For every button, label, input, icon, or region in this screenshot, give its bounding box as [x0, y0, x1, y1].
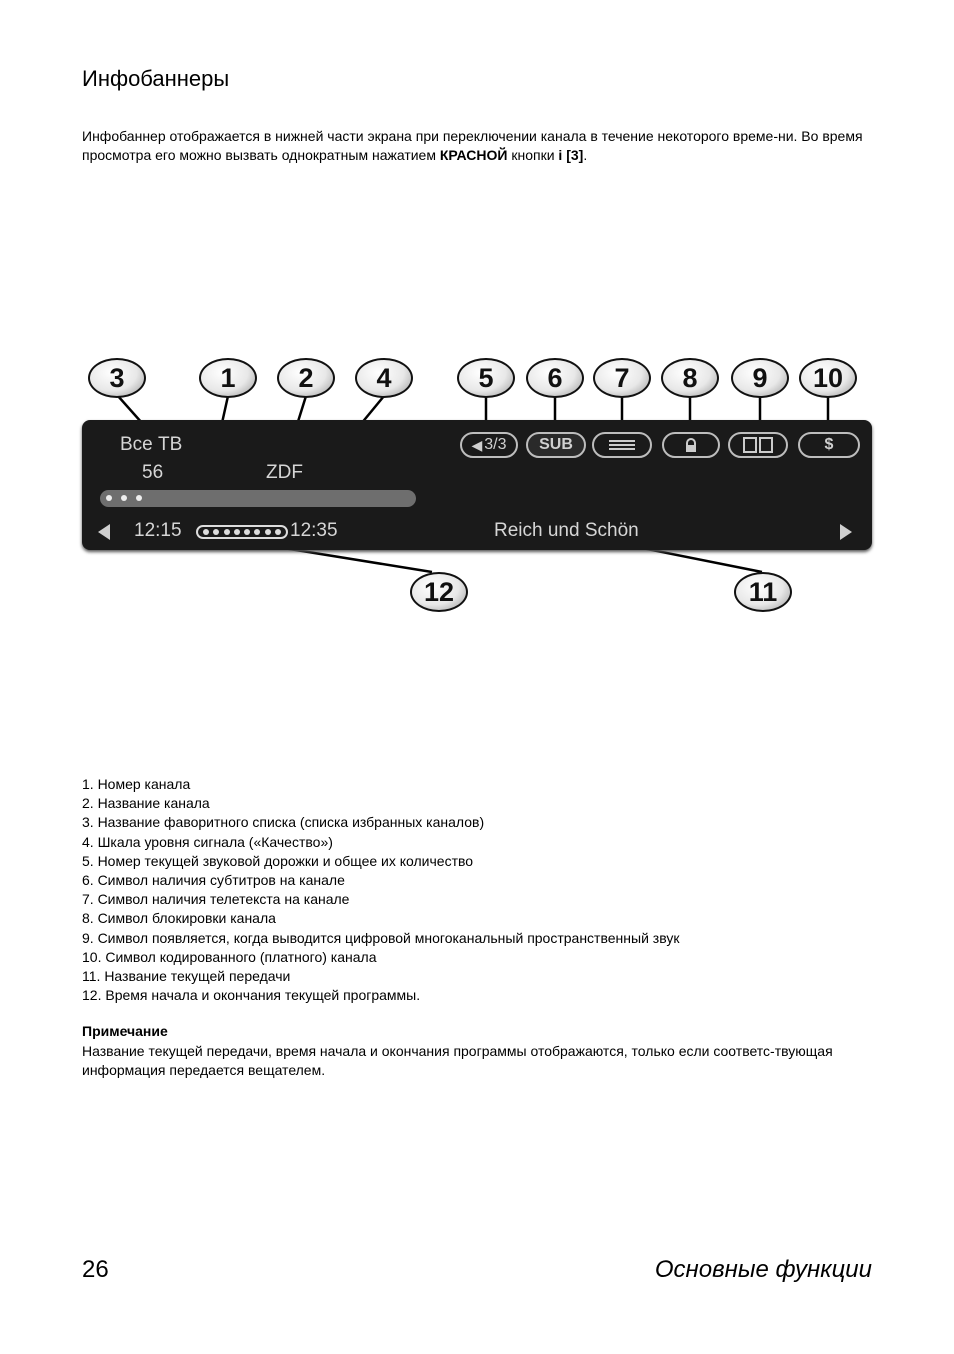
intro-bold-red: КРАСНОЙ [439, 147, 508, 163]
list-item: 8. Символ блокировки канала [82, 910, 276, 927]
arrow-right-icon [840, 524, 852, 540]
intro-paragraph [82, 127, 882, 165]
channel-number: 56 [142, 462, 164, 483]
audio-track-count: 3/3 [484, 436, 507, 453]
arrow-left-icon [98, 524, 110, 540]
list-item: 12. Время начала и окончания текущей программы. [82, 987, 421, 1004]
audio-track-indicator [460, 432, 518, 458]
callout-2: 2 [277, 358, 335, 398]
signal-level-bar [100, 490, 416, 507]
list-item: 2. Название канала [82, 795, 210, 812]
list-item: 6. Символ наличия субтитров на канале [82, 872, 345, 889]
intro-text-2: кнопки [507, 147, 559, 163]
callout-10: 10 [799, 358, 857, 398]
callout-1: 1 [199, 358, 257, 398]
list-item: 7. Символ наличия телетекста на канале [82, 891, 350, 908]
list-item: 3. Название фаворитного списка (списка избранных каналов) [82, 814, 485, 831]
program-end-time: 12:35 [290, 520, 338, 541]
channel-name: ZDF [266, 462, 303, 483]
section-title: Основные функции [654, 1256, 872, 1283]
note-text: Название текущей передачи, время начала и окончания программы отображаются, только если соответс-твующая информация передается вещателем. [82, 1043, 833, 1078]
dolby-icon [728, 432, 788, 458]
infobanner-figure [0, 340, 954, 630]
callout-5: 5 [457, 358, 515, 398]
note-heading: Примечание [82, 1023, 168, 1039]
intro-text-1: Инфобаннер отображается в нижней части экрана при переключении канала в течение некоторого време-ни. Во время просмотра его можно вызвать однократным нажатием [82, 128, 863, 163]
callout-12: 12 [410, 572, 468, 612]
favorite-list-name: Все ТВ [120, 434, 183, 455]
infobanner-osd [82, 420, 872, 550]
callout-6: 6 [526, 358, 584, 398]
callout-4: 4 [355, 358, 413, 398]
callout-7: 7 [593, 358, 651, 398]
subtitle-icon: SUB [526, 432, 586, 458]
program-progress-bar [196, 525, 288, 539]
intro-text-3: . [583, 147, 588, 163]
program-info-row [90, 520, 866, 544]
list-item: 9. Символ появляется, когда выводится цифровой многоканальный пространственный звук [82, 929, 680, 946]
callout-8: 8 [661, 358, 719, 398]
list-item: 5. Номер текущей звуковой дорожки и общее их количество [82, 852, 474, 869]
speaker-icon: ◀ [471, 436, 483, 453]
scrambled-channel-icon: $ [798, 432, 860, 458]
program-start-time: 12:15 [134, 520, 182, 541]
page-title: Инфобаннеры [82, 66, 230, 91]
list-item: 10. Символ кодированного (платного) канала [82, 948, 377, 965]
lock-icon [662, 432, 720, 458]
page-number: 26 [82, 1256, 109, 1283]
list-item: 4. Шкала уровня сигнала («Качество») [82, 833, 333, 850]
callout-11: 11 [734, 572, 792, 612]
callout-3: 3 [88, 358, 146, 398]
list-item: 11. Название текущей передачи [82, 968, 291, 985]
legend-list [82, 775, 679, 1005]
intro-bold-button: i [3] [558, 147, 584, 163]
list-item: 1. Номер канала [82, 776, 191, 792]
teletext-icon [592, 432, 652, 458]
program-title: Reich und Schön [494, 520, 639, 541]
callout-9: 9 [731, 358, 789, 398]
